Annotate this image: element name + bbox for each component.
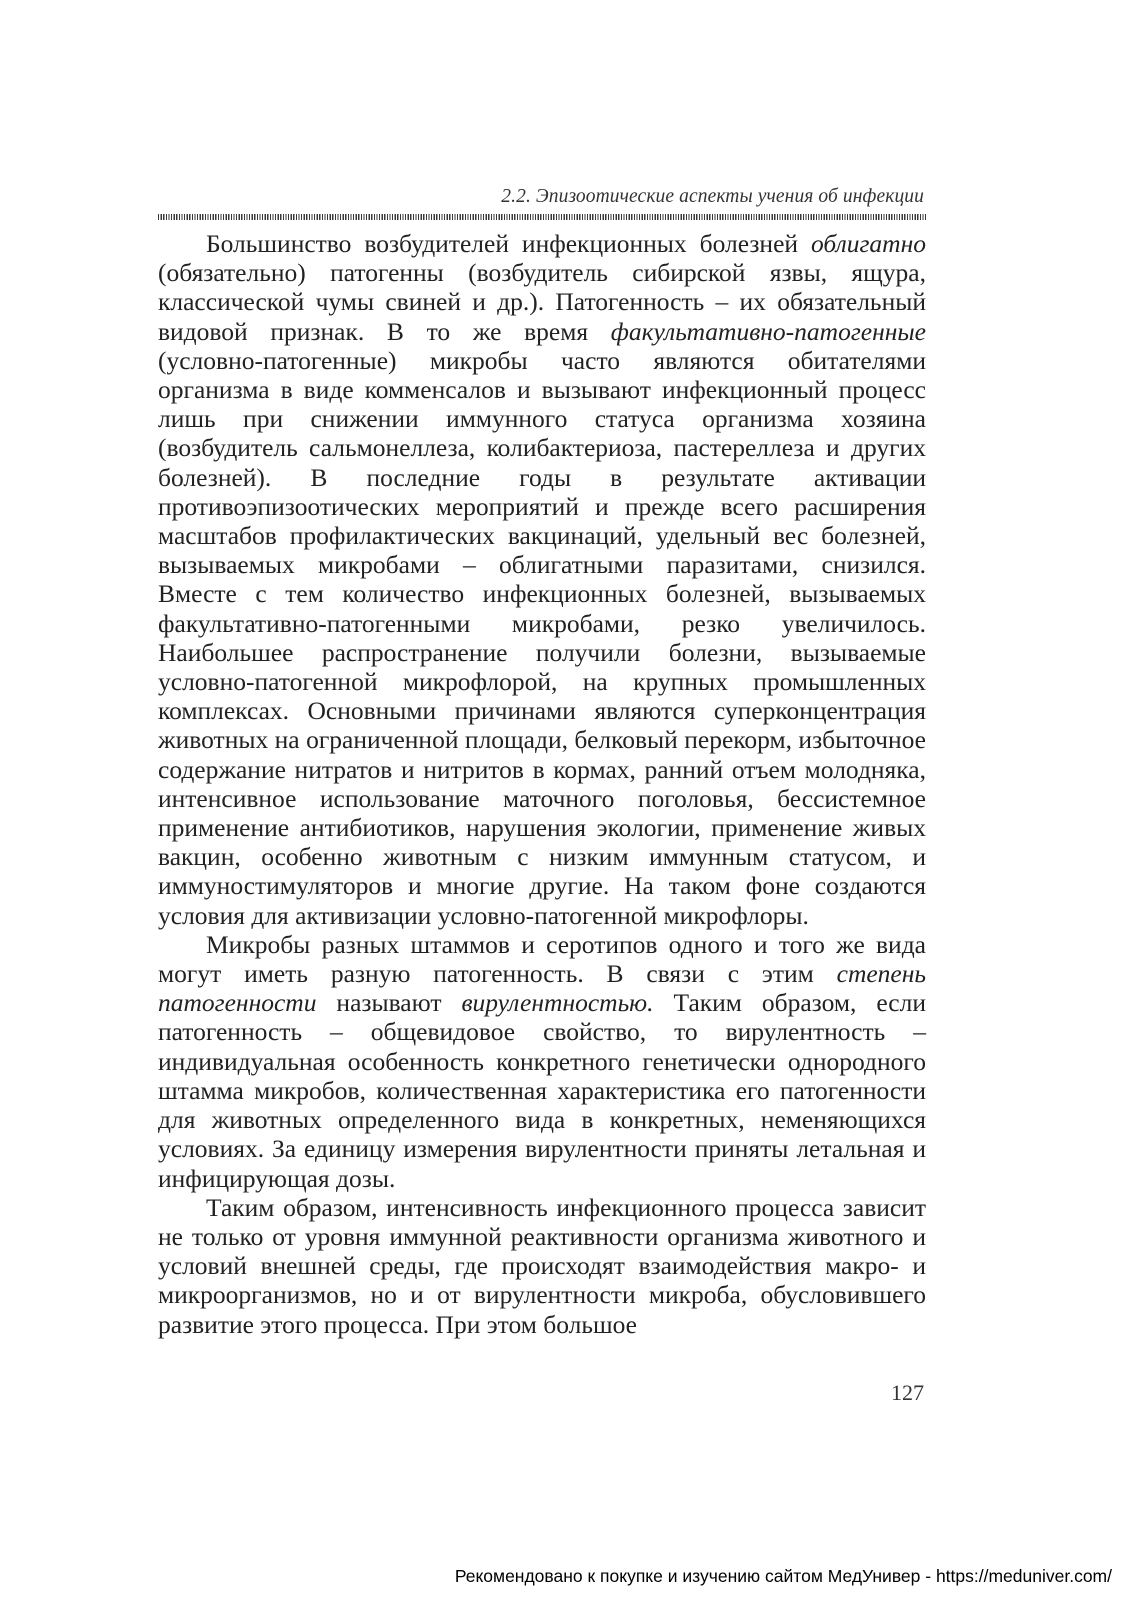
running-head: 2.2. Эпизоотические аспекты учения об инфекции <box>501 186 924 207</box>
text-run: Микробы разных штаммов и серотипов одного и того же вида могут иметь разную патогенность. В связи с этим <box>158 929 926 989</box>
italic-term: облигатно <box>811 229 926 258</box>
text-run: называют <box>316 988 462 1018</box>
page-number: 127 <box>891 1380 924 1405</box>
paragraph-2 <box>158 930 926 1193</box>
text-run: (обязательно) патогенны (возбудитель сибирской язвы, ящура, классической чумы свиней и др.). Патогенность – их обязательный видовой признак. В то же время <box>158 258 926 346</box>
paragraph-3 <box>158 1193 926 1339</box>
paragraph-1 <box>158 229 926 930</box>
text-run: Таким образом, интенсивность инфекционного процесса зависит не только от уровня иммунной реактивности организма животного и условий внешней среды, где происходят взаимодействия макро- и микроорганизмов, но и от вирулентности микроба, обусловившего развитие этого процесса. При этом большое <box>158 1192 926 1339</box>
text-run: Большинство возбудителей инфекционных болезней <box>206 229 811 258</box>
italic-term: степень патогенности <box>158 959 926 1018</box>
header-rule <box>158 214 926 220</box>
text-run: (условно-патогенные) микробы часто являются обитателями организма в виде комменсалов и вызывают инфекционный процесс лишь при снижении иммунного статуса организма хозяина (возбудитель сальмонеллеза, колибактериоза, пастереллеза и других болезней). В последние годы в результате активации противоэпизоотических мероприятий и прежде всего расширения масштабов профилактических вакцинаций, удельный вес болезней, вызываемых микробами – облигатными паразитами, снизился. Вместе с тем количество инфекционных болезней, вызываемых факультативно-патогенными микробами, резко увеличилось. Наибольшее распространение получили болезни, вызываемые условно-патогенной микрофлорой, на крупных промышленных комплексах. Основными причинами являются суперконцентрация животных на ограниченной площади, белковый перекорм, избыточное содержание нитратов и нитритов в кормах, ранний отъем молодняка, интенсивное использование маточного поголовья, бессистемное применение антибиотиков, нарушения экологии, применение живых вакцин, особенно животным с низким иммунным статусом, и иммуностимуляторов и многие другие. На таком фоне создаются условия для активизации условно-патогенной микрофлоры. <box>158 345 926 930</box>
italic-term: факультативно-патогенные <box>610 316 926 346</box>
italic-term: вирулентностью. <box>461 988 654 1018</box>
footer-recommendation: Рекомендовано к покупке и изучению сайтом МедУнивер - https://meduniver.com/ <box>454 1566 1112 1586</box>
body-text <box>158 229 926 1339</box>
text-run: Таким образом, если патогенность – общевидовое свойство, то вирулентность – индивидуальная особенность конкретного генетически однородного штамма микробов, количественная характеристика его патогенности для животных определенного вида в конкретных, неменяющихся условиях. За единицу измерения вирулентности приняты летальная и инфицирующая дозы. <box>158 988 926 1193</box>
